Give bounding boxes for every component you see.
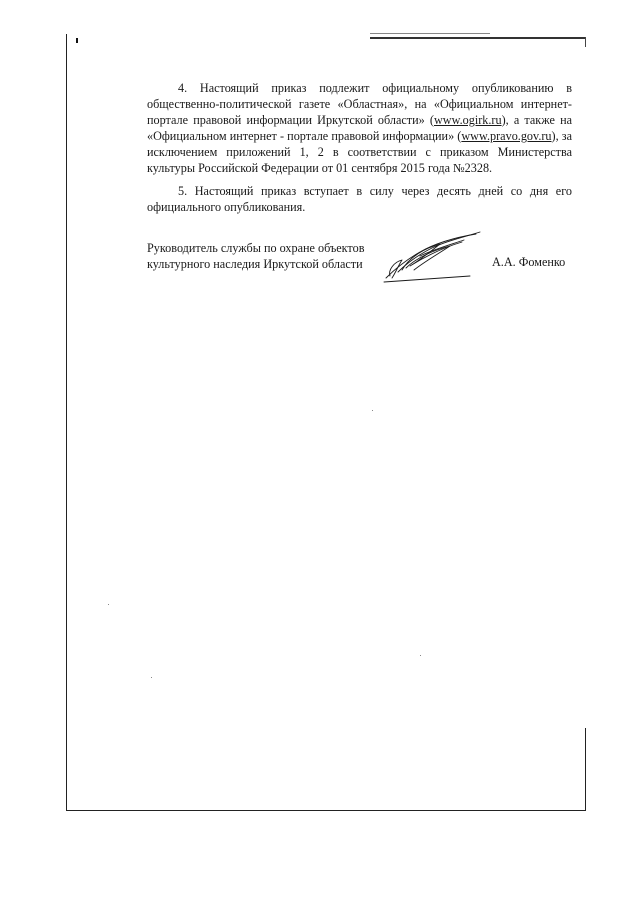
paragraph-5: 5. Настоящий приказ вступает в силу через десять дней со дня его официального опубликования. bbox=[147, 184, 572, 214]
paragraph-4-text-middle: ), а также на «Официальном интернет - портале правовой информации» ( bbox=[147, 113, 573, 143]
scan-border-right-top bbox=[585, 37, 586, 47]
paragraph-4 bbox=[147, 80, 572, 176]
scan-border-bottom bbox=[66, 810, 586, 811]
handwritten-signature bbox=[380, 226, 490, 286]
link-pravo[interactable]: www.pravo.gov.ru bbox=[461, 129, 552, 143]
scan-border-top bbox=[370, 37, 586, 39]
signatory-role-line-2: культурного наследия Иркутской области bbox=[147, 257, 363, 271]
scan-border-left bbox=[66, 34, 67, 810]
scan-speck bbox=[420, 655, 421, 656]
signatory-role-line-1: Руководитель службы по охране объектов bbox=[147, 241, 365, 255]
scan-border-top-thin bbox=[370, 33, 490, 34]
paragraph-4-text-end: ), за исключением приложений 1, 2 в соответствии с приказом Министерства культуры Российской Федерации от 01 сентября 2015 года №2328. bbox=[147, 129, 572, 175]
signatory-name: А.А. Фоменко bbox=[492, 255, 566, 269]
link-ogirk[interactable]: www.ogirk.ru bbox=[433, 113, 502, 127]
scan-border-right bbox=[585, 728, 586, 811]
scan-speck bbox=[108, 604, 109, 605]
signatory-role bbox=[147, 240, 387, 272]
scan-mark bbox=[76, 38, 78, 43]
paragraph-4-text-start: 4. Настоящий приказ подлежит официальному опубликованию в общественно-политической газете «Областная», на «Официальном интернет-портале правовой информации Иркутской области» ( bbox=[147, 81, 572, 127]
scan-speck bbox=[151, 677, 152, 678]
scan-speck bbox=[372, 410, 373, 411]
